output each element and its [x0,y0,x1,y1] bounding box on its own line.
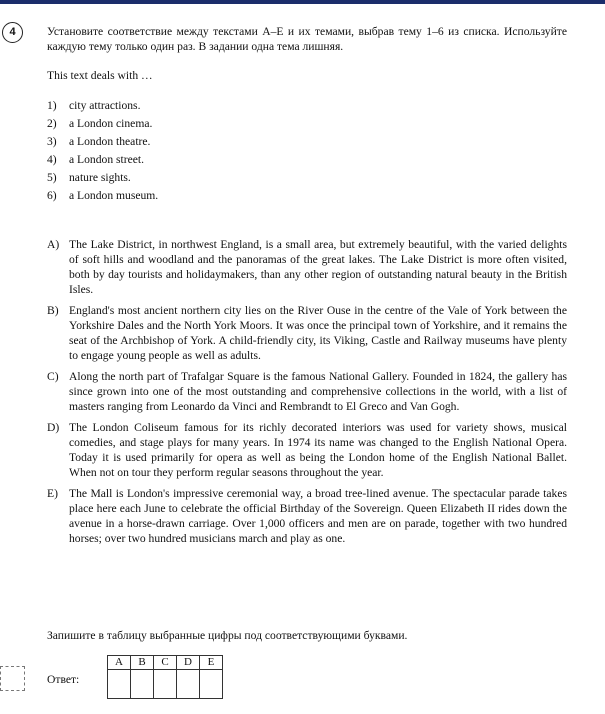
answer-column-header: C [154,656,177,670]
text-body: England's most ancient northern city lies on the River Ouse in the centre of the Vale of York between the Yorkshire Dales and the North York Moors. It was once the principal town of Yorkshire, and it remains the seat of the Archbishop of York. A child-friendly city, its Viking, Castle and Railway museums have plenty to engage young people as well as adults. [69,304,567,362]
text-body: The London Coliseum famous for its richly decorated interiors was used for variety shows, musical comedies, and stage plays for many years. In 1974 its name was changed to the English National Opera. Today it is used primarily for opera as well as being the London home of the English National Ballet. When not on tour they perform regular seasons throughout the year. [69,421,567,479]
topic-number: 2) [47,117,57,130]
answer-input-row [108,670,223,699]
topic-item [47,188,158,206]
text-body: Along the north part of Trafalgar Square is the famous National Gallery. Founded in 1824, the gallery has since grown into one of the most outstanding and comprehensive collections in the world, with a list of masters ranging from Leonardo da Vinci and Rembrandt to El Greco and Van Gogh. [69,370,567,413]
text-a [47,237,567,297]
topic-text: a London museum. [69,189,159,202]
answer-column-header: B [131,656,154,670]
topic-text: nature sights. [69,171,131,184]
answer-cell-d[interactable] [177,670,200,699]
answer-cell-a[interactable] [108,670,131,699]
topic-item [47,116,158,134]
topic-item [47,170,158,188]
topic-number: 4) [47,153,57,166]
text-d [47,420,567,480]
text-body: The Lake District, in northwest England, is a small area, but extremely beautiful, with the varied delights of soft hills and woodland and the panoramas of the great lakes. The Lake District is more often visited, both by day tourists and holidaymakers, than any other region of outstanding natural beauty in the British Isles. [69,238,567,296]
topics-list [47,98,158,206]
topic-number: 6) [47,189,57,202]
text-e [47,486,567,546]
topic-item [47,134,158,152]
answer-column-header: A [108,656,131,670]
topic-text: a London theatre. [69,135,151,148]
topic-number: 1) [47,99,57,112]
text-body: The Mall is London's impressive ceremonial way, a broad tree-lined avenue. The spectacular parade takes place here each June to celebrate the official Birthday of the Sovereign. Queen Elizabeth II rides down the avenue in a horse-drawn carriage. Over 1,000 officers and men are on parade, together with two hundred horses; over two hundred musicians march and play as one. [69,487,567,545]
answer-header-row [108,656,223,670]
answer-column-header: E [200,656,223,670]
question-number-badge: 4 [2,22,23,43]
text-letter: E) [47,487,58,500]
answer-column-header: D [177,656,200,670]
topic-text: city attractions. [69,99,141,112]
topic-number: 3) [47,135,57,148]
write-instruction: Запишите в таблицу выбранные цифры под соответствующими буквами. [47,629,408,642]
topic-text: a London street. [69,153,145,166]
texts-section [47,237,567,552]
topics-intro: This text deals with … [47,69,153,82]
answer-cell-e[interactable] [200,670,223,699]
text-b [47,303,567,363]
topic-text: a London cinema. [69,117,153,130]
topic-item [47,98,158,116]
text-letter: A) [47,238,60,251]
topic-number: 5) [47,171,57,184]
top-bar [0,0,605,4]
topic-item [47,152,158,170]
task-instruction: Установите соответствие между текстами А–Е и их темами, выбрав тему 1–6 из списка. Используйте каждую тему только один раз. В задании одна тема лишняя. [47,25,567,53]
answer-checkbox[interactable] [0,666,25,691]
text-c [47,369,567,414]
answer-label: Ответ: [47,673,80,686]
answer-table [107,655,223,699]
text-letter: D) [47,421,60,434]
answer-cell-b[interactable] [131,670,154,699]
text-letter: B) [47,304,59,317]
text-letter: C) [47,370,59,383]
answer-cell-c[interactable] [154,670,177,699]
